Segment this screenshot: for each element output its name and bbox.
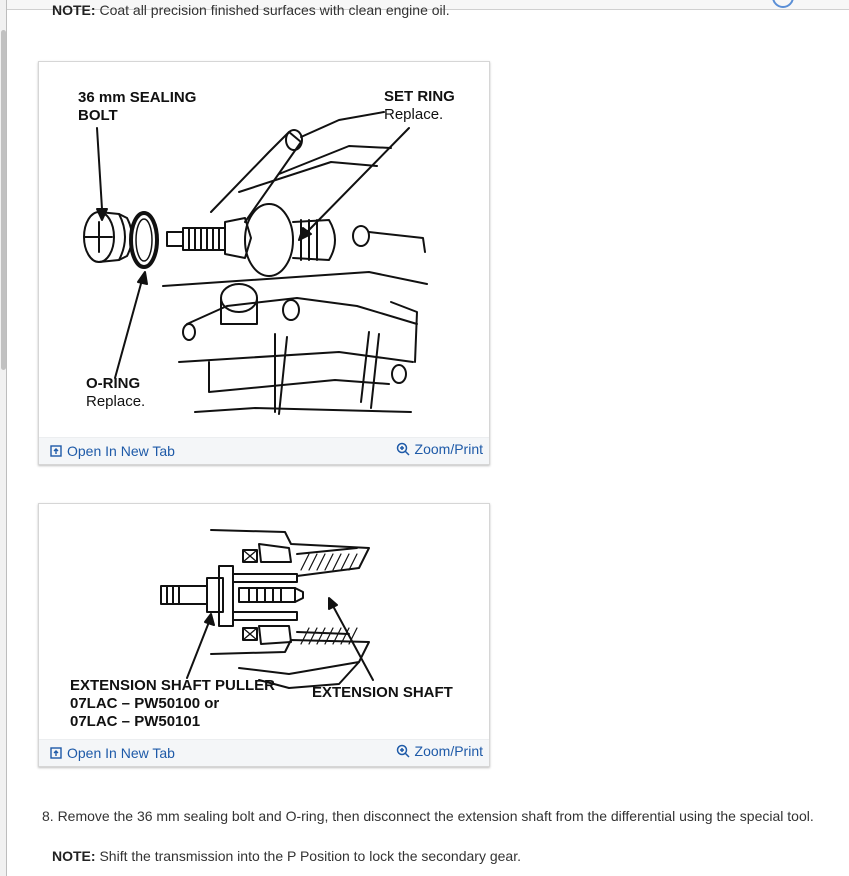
step-8-text: 8. Remove the 36 mm sealing bolt and O-ring, then disconnect the extension shaft from the differential using the special tool. bbox=[42, 808, 814, 824]
label-extension-shaft-puller: EXTENSION SHAFT PULLER bbox=[70, 677, 276, 694]
figure2-toolbar bbox=[39, 739, 489, 766]
label-set-ring-replace: Replace. bbox=[384, 106, 444, 123]
figure-sealing-bolt bbox=[38, 61, 490, 465]
open-in-new-tab-label: Open In New Tab bbox=[67, 745, 175, 761]
vertical-scrollbar[interactable] bbox=[0, 0, 7, 876]
open-in-new-tab-link[interactable] bbox=[50, 443, 175, 459]
zoom-print-link[interactable] bbox=[396, 441, 483, 457]
label-extension-shaft: EXTENSION SHAFT bbox=[312, 684, 453, 701]
figure-extension-shaft-puller bbox=[38, 503, 490, 767]
note-top-text: Coat all precision finished surfaces with clean engine oil. bbox=[99, 2, 450, 18]
scrollbar-edge bbox=[6, 0, 7, 876]
note-top bbox=[52, 2, 450, 18]
label-o-ring: O-RING bbox=[86, 375, 141, 392]
label-o-ring-replace: Replace. bbox=[86, 393, 146, 410]
zoom-print-link[interactable] bbox=[396, 743, 483, 759]
label-part-number-2: 07LAC – PW50101 bbox=[70, 713, 201, 730]
label-part-number-1: 07LAC – PW50100 or bbox=[70, 695, 220, 712]
zoom-in-icon bbox=[396, 442, 410, 456]
label-set-ring: SET RING bbox=[384, 88, 455, 105]
header-circle-icon[interactable] bbox=[772, 0, 794, 8]
figure1-toolbar bbox=[39, 437, 489, 464]
label-sealing-bolt-line2: BOLT bbox=[78, 107, 118, 124]
zoom-print-label: Zoom/Print bbox=[414, 743, 483, 759]
note-top-label: NOTE: bbox=[52, 2, 96, 18]
zoom-print-label: Zoom/Print bbox=[414, 441, 483, 457]
note-bottom-label: NOTE: bbox=[52, 848, 96, 864]
open-new-tab-icon bbox=[50, 747, 62, 759]
open-in-new-tab-link[interactable] bbox=[50, 745, 175, 761]
open-new-tab-icon bbox=[50, 445, 62, 457]
note-bottom-text: Shift the transmission into the P Position to lock the secondary gear. bbox=[99, 848, 521, 864]
open-in-new-tab-label: Open In New Tab bbox=[67, 443, 175, 459]
note-bottom bbox=[52, 848, 521, 864]
zoom-in-icon bbox=[396, 744, 410, 758]
label-sealing-bolt-line1: 36 mm SEALING bbox=[78, 89, 197, 106]
